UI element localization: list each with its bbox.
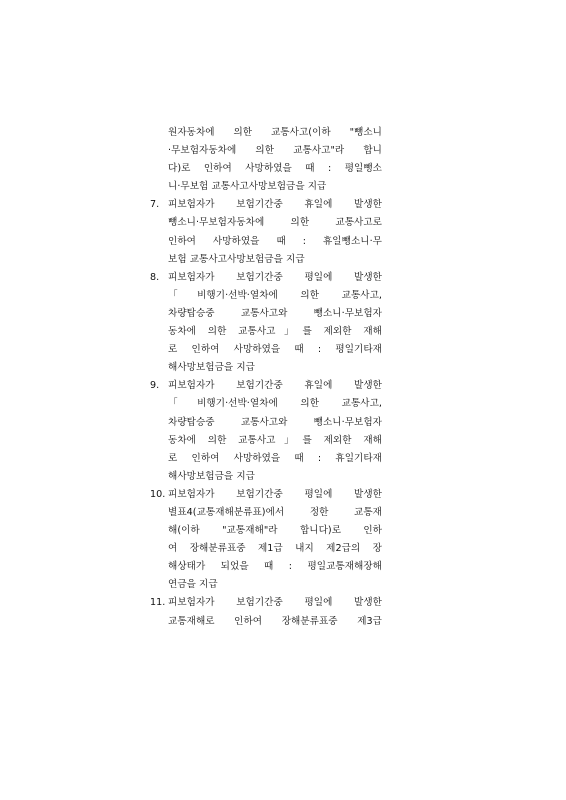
text-line: [150, 594, 382, 612]
paragraph-continuation: [150, 124, 382, 196]
text-line: 「비행기·선박·열차에 의한 교통사고,: [168, 398, 382, 410]
text-line: 연금을 지급: [168, 579, 218, 591]
text-line: 인하여 사망하였을 때 : 휴일뺑소니·무: [168, 235, 382, 247]
text-line: [150, 486, 382, 504]
text-line: 다)로 인하여 사망하였을 때 : 평일뺑소: [168, 163, 382, 175]
text-line: 차량탑승중 교통사고와 뺑소니·무보험자: [168, 307, 382, 319]
text-line: 보험 교통사고사망보험금을 지급: [168, 253, 305, 265]
text-line: 여 장해분류표중 제1급 내지 제2급의 장: [168, 543, 382, 555]
item-text: 피보험자가 보험기간중 휴일에 발생한: [168, 199, 382, 211]
text-line: [150, 196, 382, 214]
text-line: 로 인하여 사망하였을 때 : 휴일기타재: [168, 452, 382, 464]
text-line: ·무보험자동차에 의한 교통사고"라 합니: [168, 145, 382, 157]
text-line: 뺑소니·무보험자동차에 의한 교통사고로: [168, 217, 382, 229]
item-text: 피보험자가 보험기간중 평일에 발생한: [168, 488, 382, 500]
text-line: 해(이하 "교통재해"라 합니다)로 인하: [168, 525, 382, 537]
text-line: 차량탑승중 교통사고와 뺑소니·무보험자: [168, 416, 382, 428]
list-item-11: [150, 594, 382, 630]
item-number: 7.: [150, 199, 160, 211]
item-number: 11.: [150, 597, 166, 609]
text-line: 해상태가 되었을 때 : 평일교통재해장해: [168, 561, 382, 573]
text-line: 별표4(교통재해분류표)에서 정한 교통재: [168, 506, 382, 518]
item-number: 10.: [150, 488, 166, 500]
text-line: 해사망보험금을 지급: [168, 362, 255, 374]
item-text: 피보험자가 보험기간중 평일에 발생한: [168, 271, 382, 283]
text-line: 니·무보험 교통사고사망보험금을 지급: [168, 181, 327, 193]
list-item-10: [150, 486, 382, 595]
text-line: 교통재해로 인하여 장해분류표중 제3급: [168, 615, 382, 627]
item-text: 피보험자가 보험기간중 평일에 발생한: [168, 597, 382, 609]
list-item-8: [150, 269, 382, 378]
document-body: [150, 124, 382, 631]
text-line: 동차에 의한 교통사고」를 제외한 재해: [168, 326, 382, 338]
text-line: 「비행기·선박·열차에 의한 교통사고,: [168, 289, 382, 301]
text-line: 원자동차에 의한 교통사고(이하 "뺑소니: [168, 127, 382, 138]
list-item-9: [150, 377, 382, 486]
text-line: [150, 377, 382, 395]
item-number: 9.: [150, 380, 160, 392]
list-item-7: [150, 196, 382, 268]
text-line: 해사망보험금을 지급: [168, 470, 255, 482]
text-line: [150, 269, 382, 287]
text-line: 동차에 의한 교통사고」를 제외한 재해: [168, 434, 382, 446]
item-number: 8.: [150, 271, 160, 283]
item-text: 피보험자가 보험기간중 휴일에 발생한: [168, 380, 382, 392]
text-line: 로 인하여 사망하였을 때 : 평일기타재: [168, 344, 382, 356]
